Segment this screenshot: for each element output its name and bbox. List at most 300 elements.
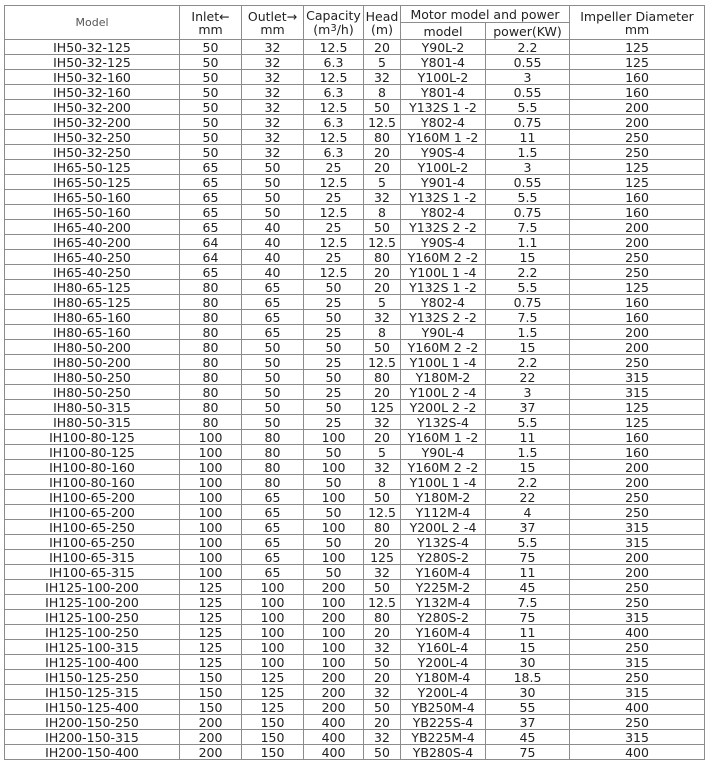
impeller-diameter-cell: 315: [570, 535, 705, 550]
head-cell: 50: [364, 745, 401, 760]
inlet-cell: 125: [180, 580, 242, 595]
motor-model-cell: Y132S 1 -2: [401, 190, 486, 205]
capacity-cell: 50: [304, 565, 364, 580]
outlet-cell: 32: [242, 145, 304, 160]
outlet-cell: 50: [242, 415, 304, 430]
motor-model-cell: Y160L-4: [401, 640, 486, 655]
outlet-cell: 50: [242, 385, 304, 400]
model-cell: IH125-100-315: [5, 640, 180, 655]
motor-power-cell: 7.5: [486, 220, 570, 235]
table-row: [5, 730, 705, 745]
outlet-cell: 32: [242, 100, 304, 115]
inlet-cell: 100: [180, 535, 242, 550]
capacity-cell: 12.5: [304, 40, 364, 55]
model-cell: IH150-125-400: [5, 700, 180, 715]
motor-power-cell: 1.5: [486, 145, 570, 160]
table-row: [5, 160, 705, 175]
head-cell: 32: [364, 640, 401, 655]
motor-power-cell: 11: [486, 130, 570, 145]
capacity-cell: 50: [304, 535, 364, 550]
motor-power-cell: 75: [486, 610, 570, 625]
model-cell: IH200-150-250: [5, 715, 180, 730]
impeller-diameter-cell: 400: [570, 745, 705, 760]
motor-model-cell: Y100L-2: [401, 70, 486, 85]
capacity-cell: 6.3: [304, 85, 364, 100]
outlet-cell: 150: [242, 730, 304, 745]
motor-power-cell: 5.5: [486, 190, 570, 205]
model-cell: IH150-125-315: [5, 685, 180, 700]
inlet-cell: 100: [180, 490, 242, 505]
head-cell: 8: [364, 325, 401, 340]
motor-model-cell: Y132M-4: [401, 595, 486, 610]
impeller-diameter-cell: 315: [570, 520, 705, 535]
table-row: [5, 205, 705, 220]
head-cell: 32: [364, 565, 401, 580]
capacity-cell: 6.3: [304, 55, 364, 70]
head-cell: 50: [364, 340, 401, 355]
outlet-cell: 80: [242, 430, 304, 445]
motor-model-cell: Y100L 1 -4: [401, 355, 486, 370]
table-row: [5, 700, 705, 715]
motor-power-cell: 11: [486, 430, 570, 445]
model-cell: IH65-40-250: [5, 265, 180, 280]
outlet-cell: 150: [242, 745, 304, 760]
table-row: [5, 460, 705, 475]
motor-power-cell: 0.55: [486, 85, 570, 100]
inlet-cell: 50: [180, 40, 242, 55]
outlet-cell: 100: [242, 625, 304, 640]
head-cell: 80: [364, 520, 401, 535]
header-capacity-post: /h): [336, 22, 354, 37]
outlet-cell: 100: [242, 640, 304, 655]
capacity-cell: 400: [304, 730, 364, 745]
head-cell: 20: [364, 385, 401, 400]
motor-model-cell: Y802-4: [401, 205, 486, 220]
capacity-cell: 25: [304, 415, 364, 430]
head-cell: 20: [364, 535, 401, 550]
capacity-cell: 200: [304, 610, 364, 625]
capacity-cell: 25: [304, 250, 364, 265]
impeller-diameter-cell: 200: [570, 460, 705, 475]
impeller-diameter-cell: 125: [570, 55, 705, 70]
head-cell: 32: [364, 415, 401, 430]
head-cell: 80: [364, 370, 401, 385]
model-cell: IH125-100-250: [5, 610, 180, 625]
model-cell: IH100-65-315: [5, 550, 180, 565]
model-cell: IH80-50-250: [5, 385, 180, 400]
model-cell: IH200-150-400: [5, 745, 180, 760]
motor-power-cell: 1.5: [486, 445, 570, 460]
motor-model-cell: Y160M 1 -2: [401, 430, 486, 445]
motor-power-cell: 45: [486, 730, 570, 745]
inlet-cell: 50: [180, 85, 242, 100]
inlet-cell: 100: [180, 475, 242, 490]
outlet-cell: 40: [242, 220, 304, 235]
motor-power-cell: 75: [486, 550, 570, 565]
motor-power-cell: 5.5: [486, 535, 570, 550]
table-row: [5, 355, 705, 370]
outlet-cell: 65: [242, 490, 304, 505]
head-cell: 8: [364, 475, 401, 490]
model-cell: IH50-32-200: [5, 100, 180, 115]
head-cell: 20: [364, 715, 401, 730]
table-row: [5, 565, 705, 580]
table-row: [5, 550, 705, 565]
impeller-diameter-cell: 125: [570, 40, 705, 55]
table-row: [5, 220, 705, 235]
motor-model-cell: Y160M 2 -2: [401, 250, 486, 265]
outlet-cell: 50: [242, 190, 304, 205]
table-row: [5, 610, 705, 625]
header-capacity: [304, 6, 364, 40]
impeller-diameter-cell: 250: [570, 355, 705, 370]
motor-model-cell: Y90S-4: [401, 145, 486, 160]
header-impeller-label: Impeller Diameter mm: [580, 8, 694, 37]
header-capacity-pre: (m: [313, 22, 331, 37]
inlet-cell: 150: [180, 700, 242, 715]
impeller-diameter-cell: 160: [570, 70, 705, 85]
impeller-diameter-cell: 250: [570, 670, 705, 685]
motor-power-cell: 15: [486, 340, 570, 355]
motor-power-cell: 15: [486, 250, 570, 265]
table-row: [5, 400, 705, 415]
motor-power-cell: 30: [486, 655, 570, 670]
head-cell: 125: [364, 550, 401, 565]
head-cell: 20: [364, 280, 401, 295]
outlet-cell: 50: [242, 205, 304, 220]
outlet-cell: 65: [242, 310, 304, 325]
inlet-cell: 100: [180, 565, 242, 580]
outlet-cell: 65: [242, 325, 304, 340]
inlet-cell: 65: [180, 160, 242, 175]
capacity-cell: 100: [304, 550, 364, 565]
inlet-cell: 50: [180, 70, 242, 85]
model-cell: IH80-50-315: [5, 415, 180, 430]
header-outlet-label: Outlet→ mm: [247, 8, 298, 37]
table-row: [5, 340, 705, 355]
table-row: [5, 85, 705, 100]
impeller-diameter-cell: 125: [570, 280, 705, 295]
inlet-cell: 80: [180, 400, 242, 415]
capacity-cell: 50: [304, 370, 364, 385]
motor-model-cell: Y100L 1 -4: [401, 265, 486, 280]
impeller-diameter-cell: 250: [570, 640, 705, 655]
capacity-cell: 200: [304, 580, 364, 595]
head-cell: 50: [364, 100, 401, 115]
motor-model-cell: YB225M-4: [401, 730, 486, 745]
motor-power-cell: 22: [486, 370, 570, 385]
impeller-diameter-cell: 160: [570, 295, 705, 310]
inlet-cell: 50: [180, 145, 242, 160]
motor-model-cell: Y280S-2: [401, 610, 486, 625]
impeller-diameter-cell: 250: [570, 250, 705, 265]
outlet-cell: 65: [242, 535, 304, 550]
motor-model-cell: Y132S-4: [401, 415, 486, 430]
capacity-cell: 400: [304, 745, 364, 760]
head-cell: 5: [364, 445, 401, 460]
head-cell: 50: [364, 220, 401, 235]
inlet-cell: 65: [180, 205, 242, 220]
table-row: [5, 325, 705, 340]
impeller-diameter-cell: 200: [570, 340, 705, 355]
impeller-diameter-cell: 200: [570, 565, 705, 580]
capacity-cell: 50: [304, 400, 364, 415]
capacity-cell: 12.5: [304, 175, 364, 190]
header-head: [364, 6, 401, 40]
capacity-cell: 50: [304, 340, 364, 355]
model-cell: IH100-65-250: [5, 520, 180, 535]
outlet-cell: 32: [242, 40, 304, 55]
header-impeller: [570, 6, 705, 40]
inlet-cell: 80: [180, 280, 242, 295]
outlet-cell: 32: [242, 55, 304, 70]
header-motor-model: model: [401, 23, 486, 40]
header-capacity-sup: 3: [330, 23, 337, 34]
header-model: Model: [5, 6, 180, 40]
capacity-cell: 50: [304, 280, 364, 295]
outlet-cell: 65: [242, 505, 304, 520]
motor-power-cell: 4: [486, 505, 570, 520]
inlet-cell: 64: [180, 250, 242, 265]
motor-model-cell: Y90L-4: [401, 325, 486, 340]
impeller-diameter-cell: 200: [570, 325, 705, 340]
motor-power-cell: 55: [486, 700, 570, 715]
impeller-diameter-cell: 125: [570, 175, 705, 190]
impeller-diameter-cell: 250: [570, 580, 705, 595]
motor-power-cell: 0.75: [486, 295, 570, 310]
inlet-cell: 80: [180, 415, 242, 430]
motor-model-cell: Y160M-4: [401, 625, 486, 640]
model-cell: IH125-100-400: [5, 655, 180, 670]
model-cell: IH65-50-125: [5, 160, 180, 175]
impeller-diameter-cell: 250: [570, 505, 705, 520]
motor-model-cell: YB280S-4: [401, 745, 486, 760]
capacity-cell: 50: [304, 310, 364, 325]
motor-model-cell: Y802-4: [401, 115, 486, 130]
impeller-diameter-cell: 250: [570, 595, 705, 610]
outlet-cell: 32: [242, 70, 304, 85]
capacity-cell: 100: [304, 460, 364, 475]
capacity-cell: 100: [304, 490, 364, 505]
inlet-cell: 200: [180, 730, 242, 745]
table-row: [5, 280, 705, 295]
model-cell: IH65-40-250: [5, 250, 180, 265]
model-cell: IH125-100-200: [5, 595, 180, 610]
motor-power-cell: 2.2: [486, 40, 570, 55]
impeller-diameter-cell: 160: [570, 310, 705, 325]
head-cell: 20: [364, 430, 401, 445]
capacity-cell: 6.3: [304, 145, 364, 160]
table-row: [5, 70, 705, 85]
model-cell: IH50-32-200: [5, 115, 180, 130]
capacity-cell: 100: [304, 640, 364, 655]
inlet-cell: 100: [180, 505, 242, 520]
table-row: [5, 175, 705, 190]
inlet-cell: 125: [180, 625, 242, 640]
motor-power-cell: 7.5: [486, 595, 570, 610]
inlet-cell: 50: [180, 130, 242, 145]
inlet-cell: 65: [180, 265, 242, 280]
motor-power-cell: 5.5: [486, 280, 570, 295]
model-cell: IH100-65-315: [5, 565, 180, 580]
motor-model-cell: Y90L-4: [401, 445, 486, 460]
table-row: [5, 490, 705, 505]
capacity-cell: 200: [304, 700, 364, 715]
impeller-diameter-cell: 200: [570, 220, 705, 235]
capacity-cell: 200: [304, 685, 364, 700]
motor-power-cell: 15: [486, 640, 570, 655]
table-row: [5, 715, 705, 730]
impeller-diameter-cell: 250: [570, 130, 705, 145]
table-row: [5, 430, 705, 445]
outlet-cell: 80: [242, 445, 304, 460]
outlet-cell: 100: [242, 655, 304, 670]
head-cell: 12.5: [364, 115, 401, 130]
inlet-cell: 200: [180, 715, 242, 730]
outlet-cell: 40: [242, 250, 304, 265]
outlet-cell: 65: [242, 520, 304, 535]
head-cell: 8: [364, 85, 401, 100]
head-cell: 20: [364, 265, 401, 280]
outlet-cell: 80: [242, 475, 304, 490]
motor-power-cell: 2.2: [486, 355, 570, 370]
model-cell: IH150-125-250: [5, 670, 180, 685]
capacity-cell: 25: [304, 220, 364, 235]
capacity-cell: 25: [304, 385, 364, 400]
impeller-diameter-cell: 125: [570, 400, 705, 415]
head-cell: 32: [364, 310, 401, 325]
table-row: [5, 265, 705, 280]
table-row: [5, 310, 705, 325]
impeller-diameter-cell: 200: [570, 475, 705, 490]
head-cell: 20: [364, 625, 401, 640]
model-cell: IH50-32-250: [5, 130, 180, 145]
impeller-diameter-cell: 200: [570, 100, 705, 115]
inlet-cell: 200: [180, 745, 242, 760]
motor-power-cell: 0.75: [486, 205, 570, 220]
outlet-cell: 150: [242, 715, 304, 730]
header-inlet: [180, 6, 242, 40]
motor-model-cell: Y132S 1 -2: [401, 100, 486, 115]
head-cell: 5: [364, 55, 401, 70]
inlet-cell: 80: [180, 340, 242, 355]
model-cell: IH100-65-250: [5, 535, 180, 550]
capacity-cell: 50: [304, 445, 364, 460]
impeller-diameter-cell: 315: [570, 610, 705, 625]
impeller-diameter-cell: 200: [570, 550, 705, 565]
head-cell: 50: [364, 700, 401, 715]
capacity-cell: 12.5: [304, 205, 364, 220]
motor-model-cell: Y132S 1 -2: [401, 280, 486, 295]
model-cell: IH80-65-125: [5, 295, 180, 310]
model-cell: IH80-50-200: [5, 355, 180, 370]
outlet-cell: 40: [242, 235, 304, 250]
capacity-cell: 12.5: [304, 235, 364, 250]
inlet-cell: 80: [180, 310, 242, 325]
outlet-cell: 125: [242, 700, 304, 715]
table-row: [5, 115, 705, 130]
motor-model-cell: Y801-4: [401, 85, 486, 100]
motor-power-cell: 30: [486, 685, 570, 700]
capacity-cell: 50: [304, 475, 364, 490]
model-cell: IH100-80-160: [5, 475, 180, 490]
model-cell: IH125-100-250: [5, 625, 180, 640]
head-cell: 125: [364, 400, 401, 415]
capacity-cell: 400: [304, 715, 364, 730]
motor-model-cell: Y180M-4: [401, 670, 486, 685]
impeller-diameter-cell: 250: [570, 490, 705, 505]
capacity-cell: 100: [304, 595, 364, 610]
impeller-diameter-cell: 160: [570, 430, 705, 445]
head-cell: 5: [364, 175, 401, 190]
motor-model-cell: Y100L 2 -4: [401, 385, 486, 400]
outlet-cell: 50: [242, 160, 304, 175]
model-cell: IH50-32-160: [5, 85, 180, 100]
impeller-diameter-cell: 400: [570, 700, 705, 715]
outlet-cell: 100: [242, 595, 304, 610]
outlet-cell: 50: [242, 340, 304, 355]
table-row: [5, 295, 705, 310]
motor-power-cell: 37: [486, 715, 570, 730]
table-row: [5, 685, 705, 700]
inlet-cell: 100: [180, 460, 242, 475]
head-cell: 80: [364, 130, 401, 145]
capacity-cell: 25: [304, 355, 364, 370]
inlet-cell: 80: [180, 295, 242, 310]
outlet-cell: 50: [242, 400, 304, 415]
pump-spec-table: [4, 5, 705, 760]
motor-power-cell: 7.5: [486, 310, 570, 325]
table-row: [5, 505, 705, 520]
outlet-cell: 65: [242, 550, 304, 565]
impeller-diameter-cell: 315: [570, 685, 705, 700]
table-row: [5, 145, 705, 160]
table-row: [5, 415, 705, 430]
motor-model-cell: Y160M 2 -2: [401, 460, 486, 475]
head-cell: 50: [364, 490, 401, 505]
outlet-cell: 65: [242, 280, 304, 295]
motor-power-cell: 3: [486, 385, 570, 400]
impeller-diameter-cell: 315: [570, 385, 705, 400]
motor-model-cell: Y132S 2 -2: [401, 220, 486, 235]
model-cell: IH50-32-125: [5, 40, 180, 55]
motor-power-cell: 15: [486, 460, 570, 475]
outlet-cell: 50: [242, 370, 304, 385]
head-cell: 20: [364, 145, 401, 160]
motor-model-cell: Y160M-4: [401, 565, 486, 580]
capacity-cell: 25: [304, 295, 364, 310]
capacity-cell: 12.5: [304, 265, 364, 280]
model-cell: IH100-65-200: [5, 490, 180, 505]
head-cell: 12.5: [364, 595, 401, 610]
capacity-cell: 100: [304, 430, 364, 445]
model-cell: IH100-65-200: [5, 505, 180, 520]
impeller-diameter-cell: 315: [570, 655, 705, 670]
inlet-cell: 100: [180, 445, 242, 460]
model-cell: IH100-80-125: [5, 430, 180, 445]
table-row: [5, 130, 705, 145]
capacity-cell: 25: [304, 190, 364, 205]
model-cell: IH65-50-160: [5, 205, 180, 220]
table-row: [5, 535, 705, 550]
head-cell: 12.5: [364, 235, 401, 250]
table-row: [5, 55, 705, 70]
capacity-cell: 25: [304, 160, 364, 175]
outlet-cell: 100: [242, 580, 304, 595]
motor-model-cell: Y901-4: [401, 175, 486, 190]
table-row: [5, 640, 705, 655]
model-cell: IH200-150-315: [5, 730, 180, 745]
